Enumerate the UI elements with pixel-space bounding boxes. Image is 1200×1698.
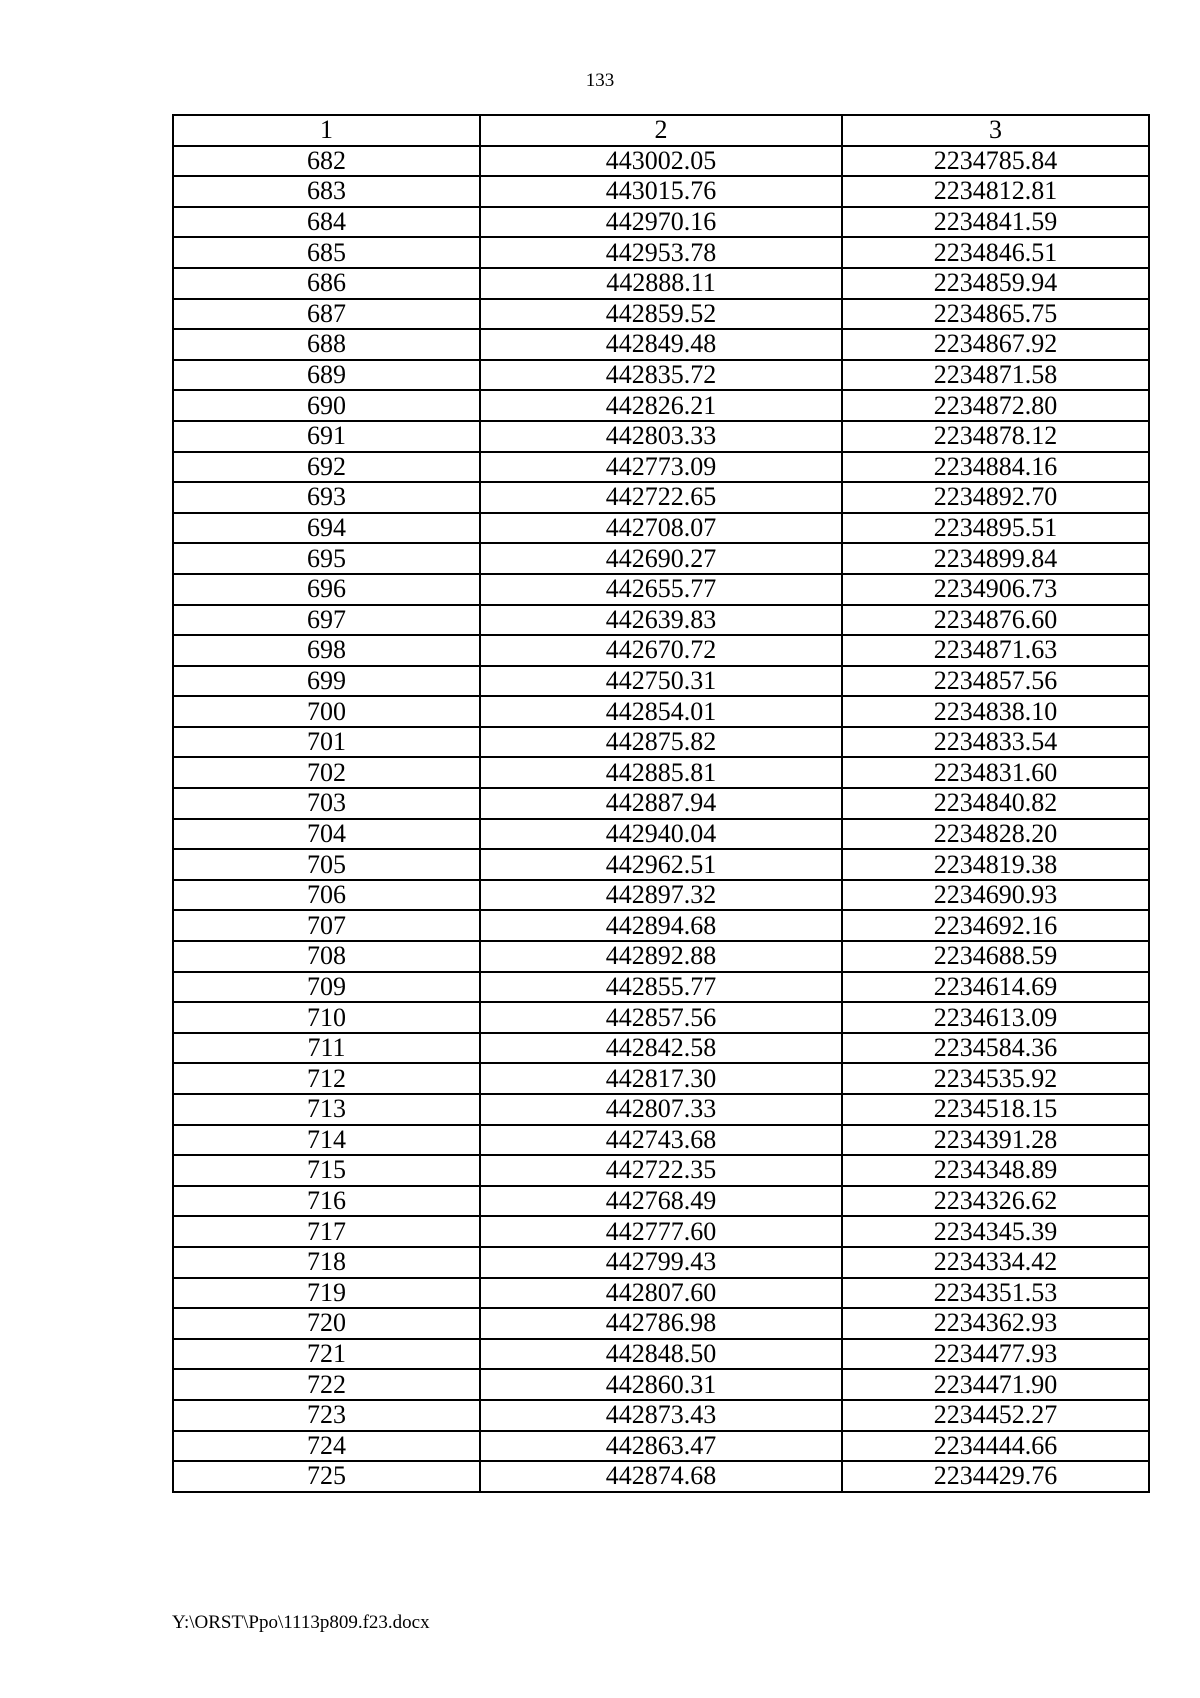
- point-number-cell: 696: [173, 574, 480, 605]
- table-row: [173, 268, 1149, 299]
- x-coordinate-cell: 442854.01: [480, 696, 842, 727]
- point-number-cell: 719: [173, 1278, 480, 1309]
- point-number-cell: 702: [173, 757, 480, 788]
- table-row: [173, 1400, 1149, 1431]
- x-coordinate-cell: 442835.72: [480, 360, 842, 391]
- table-row: [173, 880, 1149, 911]
- y-coordinate-cell: 2234831.60: [842, 757, 1149, 788]
- x-coordinate-cell: 442750.31: [480, 666, 842, 697]
- x-coordinate-cell: 442842.58: [480, 1033, 842, 1064]
- y-coordinate-cell: 2234906.73: [842, 574, 1149, 605]
- y-coordinate-cell: 2234348.89: [842, 1155, 1149, 1186]
- x-coordinate-cell: 442887.94: [480, 788, 842, 819]
- point-number-cell: 685: [173, 237, 480, 268]
- x-coordinate-cell: 442892.88: [480, 941, 842, 972]
- table-body: [173, 146, 1149, 1492]
- x-coordinate-cell: 442863.47: [480, 1431, 842, 1462]
- point-number-cell: 715: [173, 1155, 480, 1186]
- point-number-cell: 705: [173, 849, 480, 880]
- point-number-cell: 706: [173, 880, 480, 911]
- x-coordinate-cell: 442849.48: [480, 329, 842, 360]
- x-coordinate-cell: 442799.43: [480, 1247, 842, 1278]
- y-coordinate-cell: 2234535.92: [842, 1063, 1149, 1094]
- column-header-1: 1: [173, 115, 480, 146]
- x-coordinate-cell: 442857.56: [480, 1002, 842, 1033]
- point-number-cell: 707: [173, 910, 480, 941]
- x-coordinate-cell: 442807.60: [480, 1278, 842, 1309]
- table-row: [173, 727, 1149, 758]
- table-row: [173, 1247, 1149, 1278]
- y-coordinate-cell: 2234867.92: [842, 329, 1149, 360]
- y-coordinate-cell: 2234452.27: [842, 1400, 1149, 1431]
- x-coordinate-cell: 442962.51: [480, 849, 842, 880]
- point-number-cell: 693: [173, 482, 480, 513]
- table-row: [173, 329, 1149, 360]
- y-coordinate-cell: 2234859.94: [842, 268, 1149, 299]
- table-row: [173, 696, 1149, 727]
- point-number-cell: 691: [173, 421, 480, 452]
- y-coordinate-cell: 2234345.39: [842, 1216, 1149, 1247]
- point-number-cell: 697: [173, 605, 480, 636]
- y-coordinate-cell: 2234690.93: [842, 880, 1149, 911]
- y-coordinate-cell: 2234688.59: [842, 941, 1149, 972]
- table-row: [173, 972, 1149, 1003]
- column-header-3: 3: [842, 115, 1149, 146]
- table-row: [173, 1033, 1149, 1064]
- x-coordinate-cell: 442885.81: [480, 757, 842, 788]
- x-coordinate-cell: 442722.65: [480, 482, 842, 513]
- y-coordinate-cell: 2234692.16: [842, 910, 1149, 941]
- point-number-cell: 708: [173, 941, 480, 972]
- point-number-cell: 704: [173, 819, 480, 850]
- table-row: [173, 941, 1149, 972]
- table-row: [173, 1369, 1149, 1400]
- point-number-cell: 716: [173, 1186, 480, 1217]
- point-number-cell: 723: [173, 1400, 480, 1431]
- point-number-cell: 714: [173, 1125, 480, 1156]
- point-number-cell: 687: [173, 299, 480, 330]
- table-row: [173, 819, 1149, 850]
- y-coordinate-cell: 2234334.42: [842, 1247, 1149, 1278]
- point-number-cell: 683: [173, 176, 480, 207]
- table-row: [173, 666, 1149, 697]
- y-coordinate-cell: 2234391.28: [842, 1125, 1149, 1156]
- point-number-cell: 722: [173, 1369, 480, 1400]
- table-row: [173, 1339, 1149, 1370]
- footer-file-path: Y:\ORST\Ppo\1113p809.f23.docx: [172, 1612, 430, 1633]
- table-row: [173, 482, 1149, 513]
- x-coordinate-cell: 442826.21: [480, 390, 842, 421]
- table-row: [173, 1308, 1149, 1339]
- y-coordinate-cell: 2234362.93: [842, 1308, 1149, 1339]
- x-coordinate-cell: 442848.50: [480, 1339, 842, 1370]
- x-coordinate-cell: 442786.98: [480, 1308, 842, 1339]
- point-number-cell: 684: [173, 207, 480, 238]
- table-row: [173, 1155, 1149, 1186]
- x-coordinate-cell: 442874.68: [480, 1461, 842, 1492]
- x-coordinate-cell: 442670.72: [480, 635, 842, 666]
- y-coordinate-cell: 2234833.54: [842, 727, 1149, 758]
- table-row: [173, 299, 1149, 330]
- x-coordinate-cell: 442639.83: [480, 605, 842, 636]
- y-coordinate-cell: 2234812.81: [842, 176, 1149, 207]
- x-coordinate-cell: 442708.07: [480, 513, 842, 544]
- x-coordinate-cell: 442743.68: [480, 1125, 842, 1156]
- table-row: [173, 1125, 1149, 1156]
- point-number-cell: 689: [173, 360, 480, 391]
- y-coordinate-cell: 2234584.36: [842, 1033, 1149, 1064]
- point-number-cell: 701: [173, 727, 480, 758]
- x-coordinate-cell: 442940.04: [480, 819, 842, 850]
- y-coordinate-cell: 2234871.63: [842, 635, 1149, 666]
- y-coordinate-cell: 2234613.09: [842, 1002, 1149, 1033]
- y-coordinate-cell: 2234878.12: [842, 421, 1149, 452]
- table-row: [173, 788, 1149, 819]
- y-coordinate-cell: 2234876.60: [842, 605, 1149, 636]
- point-number-cell: 700: [173, 696, 480, 727]
- point-number-cell: 711: [173, 1033, 480, 1064]
- column-header-2: 2: [480, 115, 842, 146]
- point-number-cell: 699: [173, 666, 480, 697]
- y-coordinate-cell: 2234828.20: [842, 819, 1149, 850]
- table-row: [173, 574, 1149, 605]
- table-row: [173, 146, 1149, 177]
- table-row: [173, 605, 1149, 636]
- point-number-cell: 698: [173, 635, 480, 666]
- y-coordinate-cell: 2234884.16: [842, 452, 1149, 483]
- x-coordinate-cell: 442768.49: [480, 1186, 842, 1217]
- y-coordinate-cell: 2234518.15: [842, 1094, 1149, 1125]
- point-number-cell: 703: [173, 788, 480, 819]
- x-coordinate-cell: 442953.78: [480, 237, 842, 268]
- y-coordinate-cell: 2234895.51: [842, 513, 1149, 544]
- x-coordinate-cell: 442894.68: [480, 910, 842, 941]
- x-coordinate-cell: 443002.05: [480, 146, 842, 177]
- y-coordinate-cell: 2234351.53: [842, 1278, 1149, 1309]
- table-row: [173, 176, 1149, 207]
- point-number-cell: 694: [173, 513, 480, 544]
- point-number-cell: 710: [173, 1002, 480, 1033]
- table-row: [173, 635, 1149, 666]
- y-coordinate-cell: 2234841.59: [842, 207, 1149, 238]
- x-coordinate-cell: 442875.82: [480, 727, 842, 758]
- y-coordinate-cell: 2234871.58: [842, 360, 1149, 391]
- point-number-cell: 686: [173, 268, 480, 299]
- point-number-cell: 682: [173, 146, 480, 177]
- table-row: [173, 390, 1149, 421]
- y-coordinate-cell: 2234471.90: [842, 1369, 1149, 1400]
- point-number-cell: 721: [173, 1339, 480, 1370]
- y-coordinate-cell: 2234444.66: [842, 1431, 1149, 1462]
- y-coordinate-cell: 2234899.84: [842, 543, 1149, 574]
- point-number-cell: 713: [173, 1094, 480, 1125]
- table-row: [173, 207, 1149, 238]
- table-row: [173, 513, 1149, 544]
- point-number-cell: 717: [173, 1216, 480, 1247]
- point-number-cell: 720: [173, 1308, 480, 1339]
- point-number-cell: 690: [173, 390, 480, 421]
- y-coordinate-cell: 2234614.69: [842, 972, 1149, 1003]
- x-coordinate-cell: 442777.60: [480, 1216, 842, 1247]
- point-number-cell: 724: [173, 1431, 480, 1462]
- x-coordinate-cell: 442970.16: [480, 207, 842, 238]
- table-row: [173, 1186, 1149, 1217]
- table-row: [173, 1216, 1149, 1247]
- y-coordinate-cell: 2234477.93: [842, 1339, 1149, 1370]
- y-coordinate-cell: 2234846.51: [842, 237, 1149, 268]
- table-row: [173, 1094, 1149, 1125]
- x-coordinate-cell: 442860.31: [480, 1369, 842, 1400]
- y-coordinate-cell: 2234785.84: [842, 146, 1149, 177]
- x-coordinate-cell: 442859.52: [480, 299, 842, 330]
- y-coordinate-cell: 2234840.82: [842, 788, 1149, 819]
- table-row: [173, 1278, 1149, 1309]
- table-row: [173, 452, 1149, 483]
- table-row: [173, 360, 1149, 391]
- point-number-cell: 725: [173, 1461, 480, 1492]
- x-coordinate-cell: 442897.32: [480, 880, 842, 911]
- coordinates-table: [172, 114, 1150, 1493]
- table-row: [173, 849, 1149, 880]
- table-row: [173, 1461, 1149, 1492]
- x-coordinate-cell: 442807.33: [480, 1094, 842, 1125]
- table-row: [173, 1002, 1149, 1033]
- x-coordinate-cell: 442690.27: [480, 543, 842, 574]
- table-row: [173, 237, 1149, 268]
- x-coordinate-cell: 442655.77: [480, 574, 842, 605]
- point-number-cell: 695: [173, 543, 480, 574]
- table-header-row: [173, 115, 1149, 146]
- page-number: 133: [585, 70, 615, 91]
- point-number-cell: 692: [173, 452, 480, 483]
- point-number-cell: 709: [173, 972, 480, 1003]
- y-coordinate-cell: 2234838.10: [842, 696, 1149, 727]
- table-row: [173, 421, 1149, 452]
- table-row: [173, 757, 1149, 788]
- y-coordinate-cell: 2234326.62: [842, 1186, 1149, 1217]
- table-row: [173, 910, 1149, 941]
- x-coordinate-cell: 442873.43: [480, 1400, 842, 1431]
- x-coordinate-cell: 442773.09: [480, 452, 842, 483]
- point-number-cell: 688: [173, 329, 480, 360]
- x-coordinate-cell: 442817.30: [480, 1063, 842, 1094]
- point-number-cell: 718: [173, 1247, 480, 1278]
- y-coordinate-cell: 2234865.75: [842, 299, 1149, 330]
- x-coordinate-cell: 442855.77: [480, 972, 842, 1003]
- table-row: [173, 1431, 1149, 1462]
- x-coordinate-cell: 442888.11: [480, 268, 842, 299]
- y-coordinate-cell: 2234872.80: [842, 390, 1149, 421]
- x-coordinate-cell: 443015.76: [480, 176, 842, 207]
- table-row: [173, 1063, 1149, 1094]
- point-number-cell: 712: [173, 1063, 480, 1094]
- y-coordinate-cell: 2234819.38: [842, 849, 1149, 880]
- y-coordinate-cell: 2234429.76: [842, 1461, 1149, 1492]
- x-coordinate-cell: 442803.33: [480, 421, 842, 452]
- x-coordinate-cell: 442722.35: [480, 1155, 842, 1186]
- y-coordinate-cell: 2234857.56: [842, 666, 1149, 697]
- table-row: [173, 543, 1149, 574]
- y-coordinate-cell: 2234892.70: [842, 482, 1149, 513]
